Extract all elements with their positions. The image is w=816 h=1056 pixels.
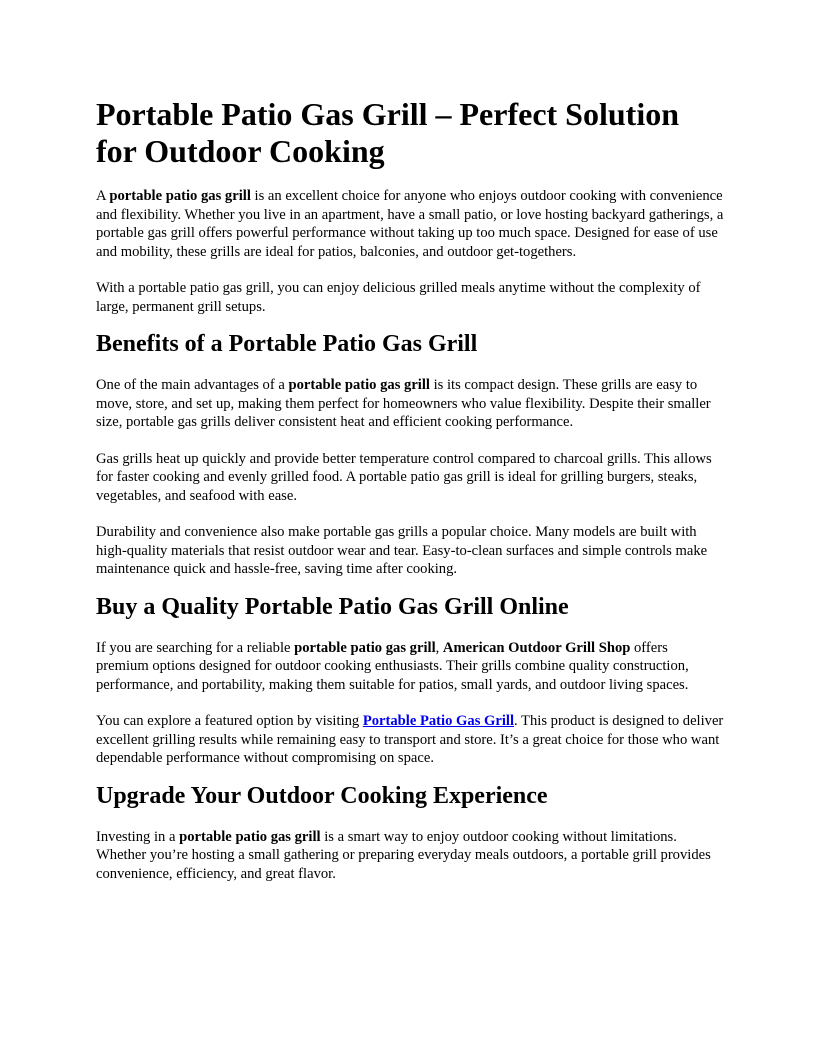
upgrade-heading: Upgrade Your Outdoor Cooking Experience [96, 782, 548, 809]
upgrade-p1-post: is a smart way to enjoy outdoor cooking without limitations. Whether you’re hosting a small gathering or preparing everyday meals outdoors, a portable grill provides convenience, efficiency, and great flavor. [96, 828, 711, 882]
intro-paragraph-1 [96, 187, 724, 261]
intro-p1-post: is an excellent choice for anyone who enjoys outdoor cooking with convenience and flexibility. Whether you live in an apartment, have a small patio, or love hosting backyard gatherings, a portable gas grill offers powerful performance without taking up too much space. Designed for ease of use and mobility, these grills are ideal for patios, balconies, and outdoor get-togethers. [96, 188, 724, 260]
benefits-paragraph-2: Gas grills heat up quickly and provide better temperature control compared to charcoal grills. This allows for faster cooking and evenly grilled food. A portable patio gas grill is ideal for grilling burgers, steaks, vegetables, and seafood with ease. [96, 450, 712, 504]
buy-p1-keyword: portable patio gas grill [294, 639, 436, 656]
benefits-paragraph-1 [96, 376, 724, 432]
buy-paragraph-1 [96, 639, 724, 695]
buy-p2-post: . This product is designed to deliver excellent grilling results while remaining easy to transport and store. It’s a great choice for those who want dependable performance without compromising on space. [96, 713, 724, 766]
intro-p1-pre: A [96, 188, 110, 204]
buy-p1-mid: , [435, 639, 443, 656]
benefits-p1-keyword: portable patio gas grill [288, 377, 430, 393]
benefits-paragraph-3: Durability and convenience also make portable gas grills a popular choice. Many models are built with high-quality materials that resist outdoor wear and tear. Easy-to-clean surfaces and simple controls make maintenance quick and hassle-free, saving time after cooking. [96, 524, 708, 577]
buy-heading: Buy a Quality Portable Patio Gas Grill Online [96, 593, 569, 620]
intro-paragraph-2: With a portable patio gas grill, you can enjoy delicious grilled meals anytime without the complexity of large, permanent grill setups. [96, 280, 701, 315]
upgrade-paragraph-1 [96, 828, 724, 884]
buy-p1-shop-name: American Outdoor Grill Shop [442, 639, 631, 656]
buy-p1-post: offers premium options designed for outdoor cooking enthusiasts. Their grills combine quality construction, performance, and portability, making them suitable for patios, small yards, and outdoor living spaces. [96, 639, 689, 693]
buy-p2-pre: You can explore a featured option by visiting [96, 713, 363, 729]
benefits-p1-pre: One of the main advantages of a [96, 377, 289, 393]
page-title: Portable Patio Gas Grill – Perfect Solution for Outdoor Cooking [96, 96, 679, 169]
document-page [96, 96, 724, 901]
product-link[interactable]: Portable Patio Gas Grill [362, 713, 515, 729]
benefits-heading: Benefits of a Portable Patio Gas Grill [96, 331, 478, 357]
buy-paragraph-2 [96, 712, 724, 768]
benefits-p1-post: is its compact design. These grills are easy to move, store, and set up, making them perfect for homeowners who value flexibility. Despite their smaller size, portable gas grills deliver consistent heat and efficient cooking performance. [96, 377, 711, 430]
buy-p1-pre: If you are searching for a reliable [96, 639, 295, 656]
intro-p1-keyword: portable patio gas grill [109, 188, 251, 204]
upgrade-p1-keyword: portable patio gas grill [179, 828, 321, 845]
upgrade-p1-pre: Investing in a [96, 828, 180, 845]
